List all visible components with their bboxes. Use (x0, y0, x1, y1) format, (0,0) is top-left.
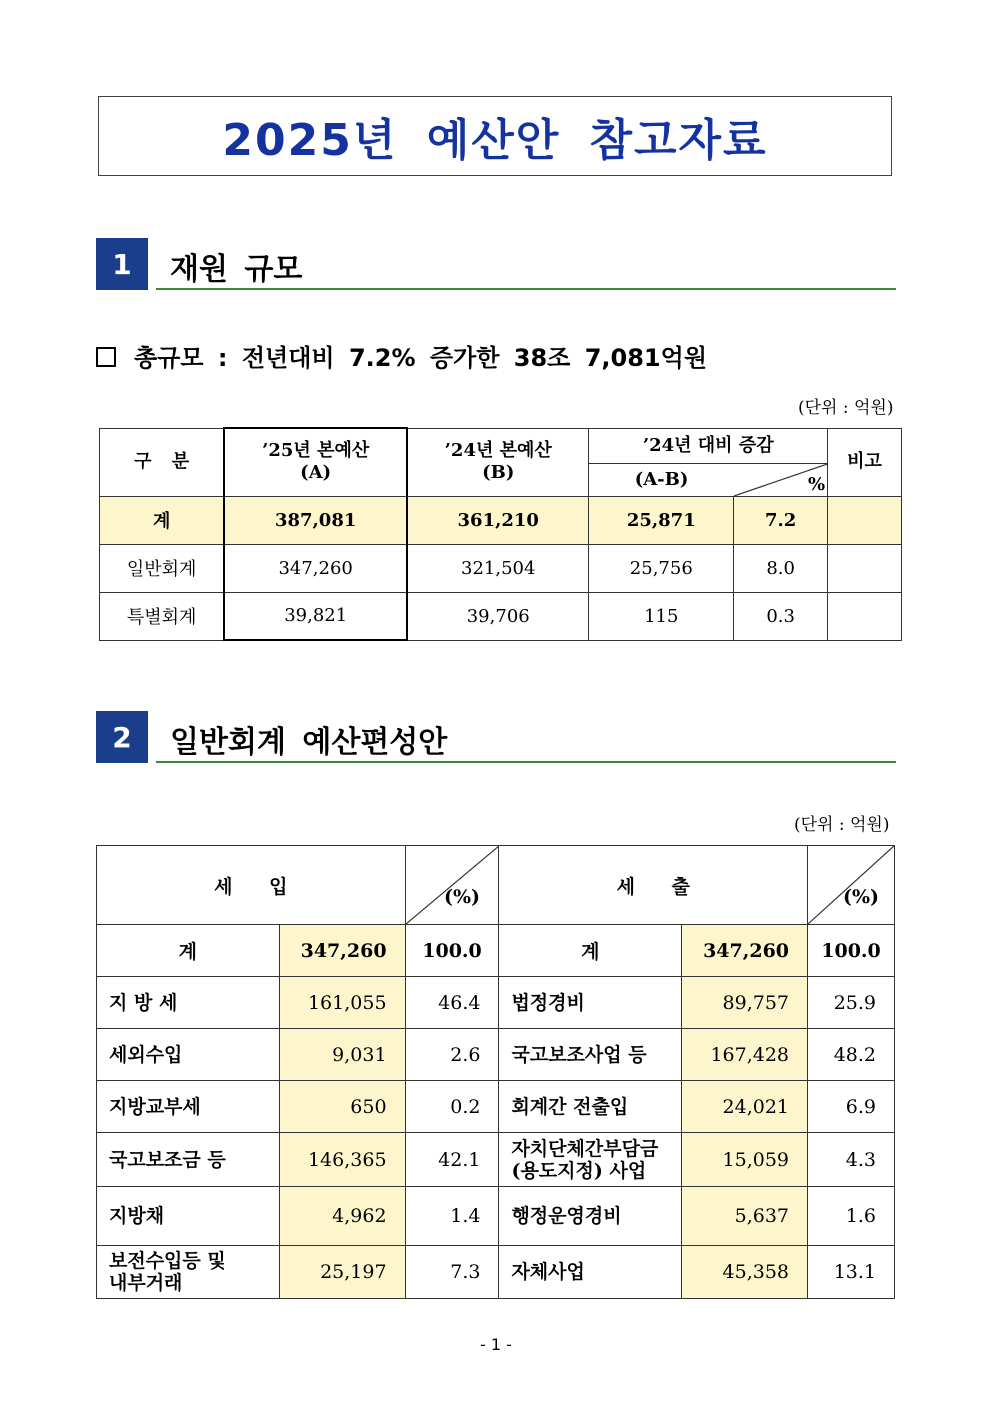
table-row: 지방채 4,962 1.4 행정운영경비 5,637 1.6 (97, 1187, 895, 1246)
header-note: 비고 (828, 428, 902, 496)
section-number: 2 (96, 711, 148, 763)
general-account-table (96, 845, 895, 1299)
unit-label: (단위 : 억원) (794, 815, 890, 835)
header-diff-sub: (A-B) (589, 463, 734, 496)
section-rule (156, 761, 896, 763)
table-header-row (100, 428, 902, 463)
table-row: 일반회계 347,260 321,504 25,756 8.0 (100, 544, 902, 592)
table-row: 국고보조금 등 146,365 42.1 자치단체간부담금 (용도지정) 사업 15,059 4.3 (97, 1133, 895, 1187)
section-title: 재원 규모 (170, 252, 303, 287)
table-row: 계 387,081 361,210 25,871 7.2 (100, 496, 902, 544)
header-expense-pct: (%) (808, 846, 895, 925)
table-row: 특별회계 39,821 39,706 115 0.3 (100, 592, 902, 640)
header-pct: % (734, 463, 828, 496)
page-number: - 1 - (480, 1335, 512, 1354)
budget-scale-table (99, 427, 902, 641)
section-number: 1 (96, 238, 148, 290)
section-rule (156, 288, 896, 290)
table-row: 보전수입등 및 내부거래 25,197 7.3 자체사업 45,358 13.1 (97, 1246, 895, 1299)
header-revenue: 세 입 (97, 846, 406, 925)
section-2-header (96, 711, 896, 763)
section-1-header (96, 238, 896, 290)
unit-label: (단위 : 억원) (798, 398, 894, 418)
title-box (98, 96, 892, 176)
summary-line (96, 338, 707, 373)
header-2024: ’24년 본예산 (B) (407, 428, 589, 496)
table-row: 세외수입 9,031 2.6 국고보조사업 등 167,428 48.2 (97, 1029, 895, 1081)
table-header-row (97, 846, 895, 925)
section-title: 일반회계 예산편성안 (170, 725, 448, 760)
table-row: 지방교부세 650 0.2 회계간 전출입 24,021 6.9 (97, 1081, 895, 1133)
table-row: 지 방 세 161,055 46.4 법정경비 89,757 25.9 (97, 977, 895, 1029)
header-category: 구 분 (100, 428, 225, 496)
summary-text: 총규모 : 전년대비 7.2% 증가한 38조 7,081억원 (134, 344, 707, 372)
checkbox-square-icon (96, 347, 116, 367)
document-title: 2025년 예산안 참고자료 (222, 115, 768, 166)
header-diff: ’24년 대비 증감 (589, 428, 828, 463)
table-row: 계 347,260 100.0 계 347,260 100.0 (97, 925, 895, 977)
header-revenue-pct: (%) (405, 846, 499, 925)
header-expense: 세 출 (499, 846, 808, 925)
header-2025: ’25년 본예산 (A) (224, 428, 407, 496)
